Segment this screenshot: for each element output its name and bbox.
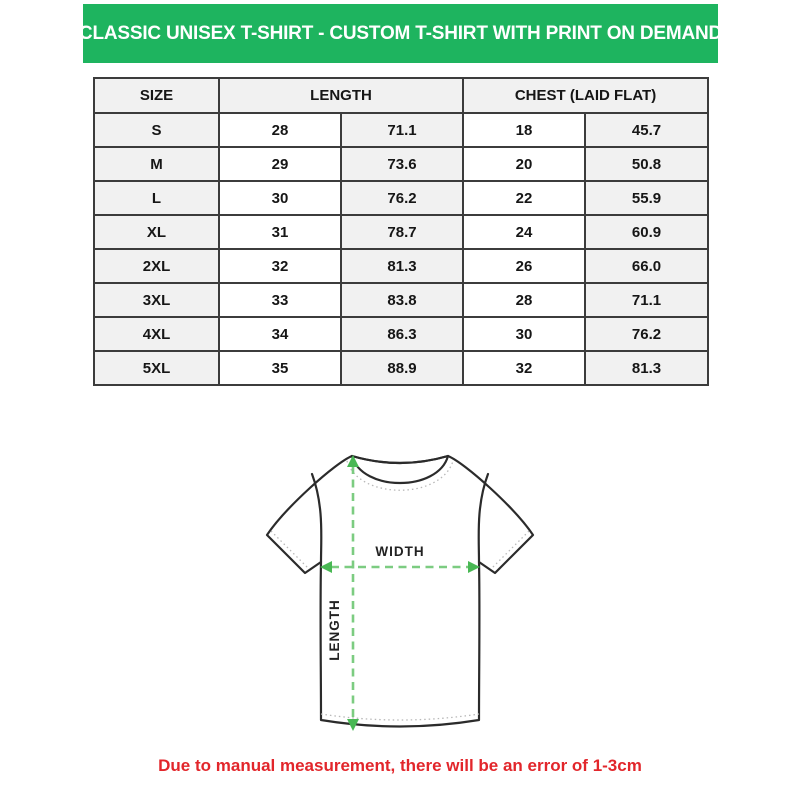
chest-in-cell: 30 xyxy=(463,317,585,351)
page-title: CLASSIC UNISEX T-SHIRT - CUSTOM T-SHIRT WITH PRINT ON DEMAND xyxy=(78,22,723,44)
tshirt-measurement-diagram xyxy=(250,448,550,748)
chest-in-cell: 20 xyxy=(463,147,585,181)
title-banner xyxy=(78,4,723,63)
chest-cm-cell: 81.3 xyxy=(585,351,708,385)
length-cm-cell: 86.3 xyxy=(341,317,463,351)
size-cell: 5XL xyxy=(94,351,219,385)
chest-cm-cell: 45.7 xyxy=(585,113,708,147)
length-in-cell: 31 xyxy=(219,215,341,249)
chest-cm-cell: 76.2 xyxy=(585,317,708,351)
length-in-cell: 33 xyxy=(219,283,341,317)
tshirt-outline xyxy=(267,456,533,727)
table-row xyxy=(94,113,708,147)
length-label: LENGTH xyxy=(327,599,342,661)
table-row xyxy=(94,147,708,181)
length-in-cell: 34 xyxy=(219,317,341,351)
length-cm-cell: 76.2 xyxy=(341,181,463,215)
length-cm-cell: 71.1 xyxy=(341,113,463,147)
column-header-size: SIZE xyxy=(94,78,219,113)
size-cell: 4XL xyxy=(94,317,219,351)
table-row xyxy=(94,215,708,249)
size-cell: XL xyxy=(94,215,219,249)
column-header-length: LENGTH xyxy=(219,78,463,113)
table-row xyxy=(94,283,708,317)
length-cm-cell: 81.3 xyxy=(341,249,463,283)
chest-in-cell: 24 xyxy=(463,215,585,249)
length-in-cell: 32 xyxy=(219,249,341,283)
length-cm-cell: 88.9 xyxy=(341,351,463,385)
length-in-cell: 28 xyxy=(219,113,341,147)
width-label: WIDTH xyxy=(375,544,425,559)
size-cell: L xyxy=(94,181,219,215)
table-header-row xyxy=(94,78,708,113)
size-cell: 3XL xyxy=(94,283,219,317)
note-text: Due to manual measurement, there will be an error of 1-3cm xyxy=(158,756,642,775)
chest-in-cell: 32 xyxy=(463,351,585,385)
length-cm-cell: 83.8 xyxy=(341,283,463,317)
column-header-chest: CHEST (LAID FLAT) xyxy=(463,78,708,113)
size-cell: 2XL xyxy=(94,249,219,283)
chest-cm-cell: 60.9 xyxy=(585,215,708,249)
length-cm-cell: 78.7 xyxy=(341,215,463,249)
size-cell: S xyxy=(94,113,219,147)
size-chart-table xyxy=(93,77,709,386)
length-in-cell: 30 xyxy=(219,181,341,215)
length-in-cell: 35 xyxy=(219,351,341,385)
chest-cm-cell: 50.8 xyxy=(585,147,708,181)
table-row xyxy=(94,249,708,283)
size-cell: M xyxy=(94,147,219,181)
chest-in-cell: 28 xyxy=(463,283,585,317)
length-in-cell: 29 xyxy=(219,147,341,181)
table-row xyxy=(94,317,708,351)
chest-in-cell: 18 xyxy=(463,113,585,147)
table-row xyxy=(94,181,708,215)
table-row xyxy=(94,351,708,385)
length-cm-cell: 73.6 xyxy=(341,147,463,181)
chest-cm-cell: 55.9 xyxy=(585,181,708,215)
chest-cm-cell: 66.0 xyxy=(585,249,708,283)
chest-cm-cell: 71.1 xyxy=(585,283,708,317)
chest-in-cell: 26 xyxy=(463,249,585,283)
chest-in-cell: 22 xyxy=(463,181,585,215)
